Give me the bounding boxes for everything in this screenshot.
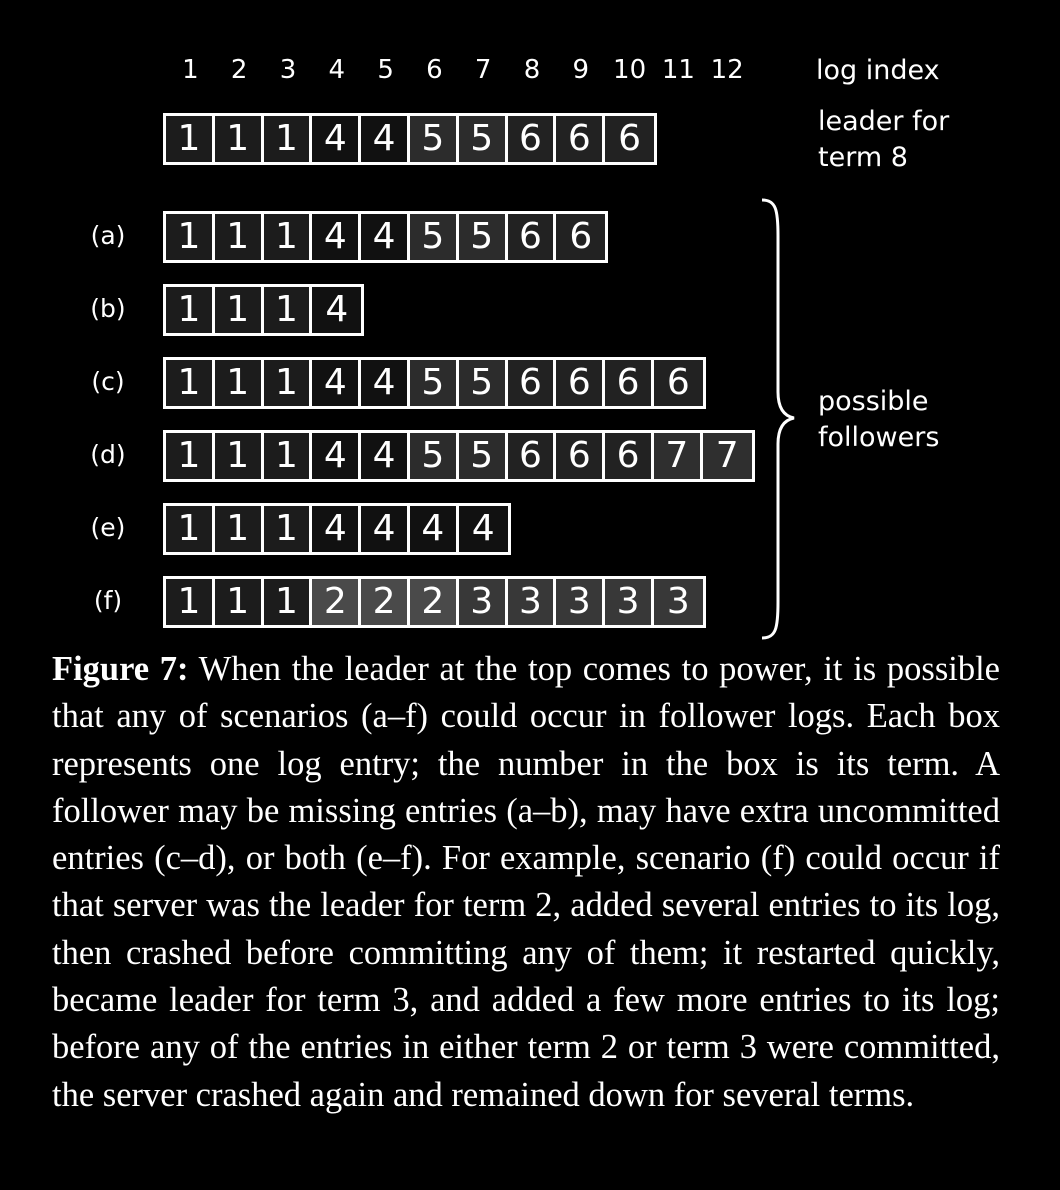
log-entry: 5 (459, 116, 508, 162)
follower-label: (f) (93, 586, 123, 615)
log-entry: 1 (166, 360, 215, 406)
log-entry: 6 (556, 116, 605, 162)
log-entry: 4 (361, 433, 410, 479)
log-entry: 1 (166, 433, 215, 479)
log-entry: 3 (654, 579, 703, 625)
log-entry: 6 (654, 360, 703, 406)
follower-log (163, 211, 608, 263)
follower-log (163, 284, 364, 336)
log-entry: 1 (166, 116, 215, 162)
log-entry: 1 (264, 287, 313, 333)
log-entry: 1 (166, 506, 215, 552)
log-index-number: 1 (182, 55, 199, 85)
follower-label: (a) (90, 221, 126, 250)
figure-caption (52, 646, 1000, 1119)
log-entry: 4 (361, 116, 410, 162)
follower-label: (e) (90, 513, 126, 542)
log-entry: 1 (264, 506, 313, 552)
log-entry: 3 (459, 579, 508, 625)
log-entry: 2 (312, 579, 361, 625)
leader-log (163, 113, 657, 165)
log-entry: 1 (215, 214, 264, 260)
log-entry: 4 (410, 506, 459, 552)
log-entry: 1 (166, 214, 215, 260)
log-entry: 5 (410, 214, 459, 260)
follower-label: (d) (90, 440, 126, 469)
log-entry: 1 (264, 579, 313, 625)
log-entry: 7 (703, 433, 752, 479)
log-entry: 1 (215, 579, 264, 625)
leader-label-line2: term 8 (818, 142, 908, 173)
log-entry: 5 (410, 116, 459, 162)
log-entry: 3 (605, 579, 654, 625)
log-index-number: 5 (377, 55, 394, 85)
log-entry: 1 (215, 287, 264, 333)
log-entry: 2 (361, 579, 410, 625)
log-entry: 4 (361, 506, 410, 552)
log-entry: 4 (312, 214, 361, 260)
log-entry: 6 (556, 214, 605, 260)
log-entry: 7 (654, 433, 703, 479)
log-entry: 6 (508, 116, 557, 162)
follower-log (163, 503, 511, 555)
log-entry: 6 (508, 360, 557, 406)
log-entry: 4 (459, 506, 508, 552)
log-entry: 4 (312, 360, 361, 406)
log-entry: 4 (312, 116, 361, 162)
log-index-number: 11 (661, 55, 695, 85)
log-index-number: 8 (523, 55, 541, 85)
leader-label-line1: leader for (818, 106, 950, 137)
log-entry: 1 (264, 433, 313, 479)
log-index-number: 6 (426, 55, 443, 85)
log-entry: 1 (264, 214, 313, 260)
log-entry: 1 (166, 287, 215, 333)
log-entry: 2 (410, 579, 459, 625)
follower-label: (c) (91, 367, 125, 396)
log-entry: 1 (215, 360, 264, 406)
followers-label-line2: followers (818, 422, 940, 453)
follower-log (163, 357, 706, 409)
log-index-number: 2 (230, 55, 248, 85)
log-entry: 1 (264, 360, 313, 406)
followers-brace (754, 196, 814, 642)
log-entry: 3 (508, 579, 557, 625)
log-entry: 5 (410, 433, 459, 479)
log-entry: 1 (166, 579, 215, 625)
log-index-number: 4 (328, 55, 346, 85)
log-entry: 6 (556, 360, 605, 406)
log-entry: 6 (605, 433, 654, 479)
caption-text: When the leader at the top comes to power, it is possible that any of scenarios (a–f) could occur in follower logs. Each box represents one log entry; the number in the box is its term. A follower may be missing entries (a–b), may have extra uncommitted entries (c–d), or both (e–f). For example, scenario (f) could occur if that server was the leader for term 2, added several entries to its log, then crashed before committing any of them; it restarted quickly, became leader for term 3, and added a few more entries to its log; before any of the entries in either term 2 or term 3 were committed, the server crashed again and remained down for several terms. (52, 650, 1000, 1114)
log-entry: 5 (410, 360, 459, 406)
log-entry: 5 (459, 214, 508, 260)
log-entry: 1 (215, 116, 264, 162)
log-entry: 4 (312, 433, 361, 479)
log-entry: 6 (508, 214, 557, 260)
log-index-number: 12 (710, 55, 744, 85)
log-entry: 5 (459, 433, 508, 479)
log-entry: 1 (215, 506, 264, 552)
follower-log (163, 576, 706, 628)
log-index-number: 10 (613, 55, 647, 85)
log-entry: 1 (264, 116, 313, 162)
log-index-number: 3 (279, 55, 297, 85)
log-entry: 6 (556, 433, 605, 479)
followers-label-line1: possible (818, 386, 929, 417)
log-entry: 1 (215, 433, 264, 479)
log-entry: 5 (459, 360, 508, 406)
follower-log (163, 430, 755, 482)
log-entry: 6 (605, 360, 654, 406)
log-entry: 4 (361, 360, 410, 406)
log-index-label: log index (816, 55, 940, 86)
caption-lead: Figure 7: (52, 650, 189, 688)
log-entry: 4 (361, 214, 410, 260)
log-entry: 3 (556, 579, 605, 625)
log-entry: 4 (312, 506, 361, 552)
follower-label: (b) (90, 294, 126, 323)
log-entry: 6 (508, 433, 557, 479)
log-index-number: 9 (572, 55, 590, 85)
log-index-number: 7 (474, 55, 492, 85)
log-entry: 4 (312, 287, 361, 333)
log-entry: 6 (605, 116, 654, 162)
